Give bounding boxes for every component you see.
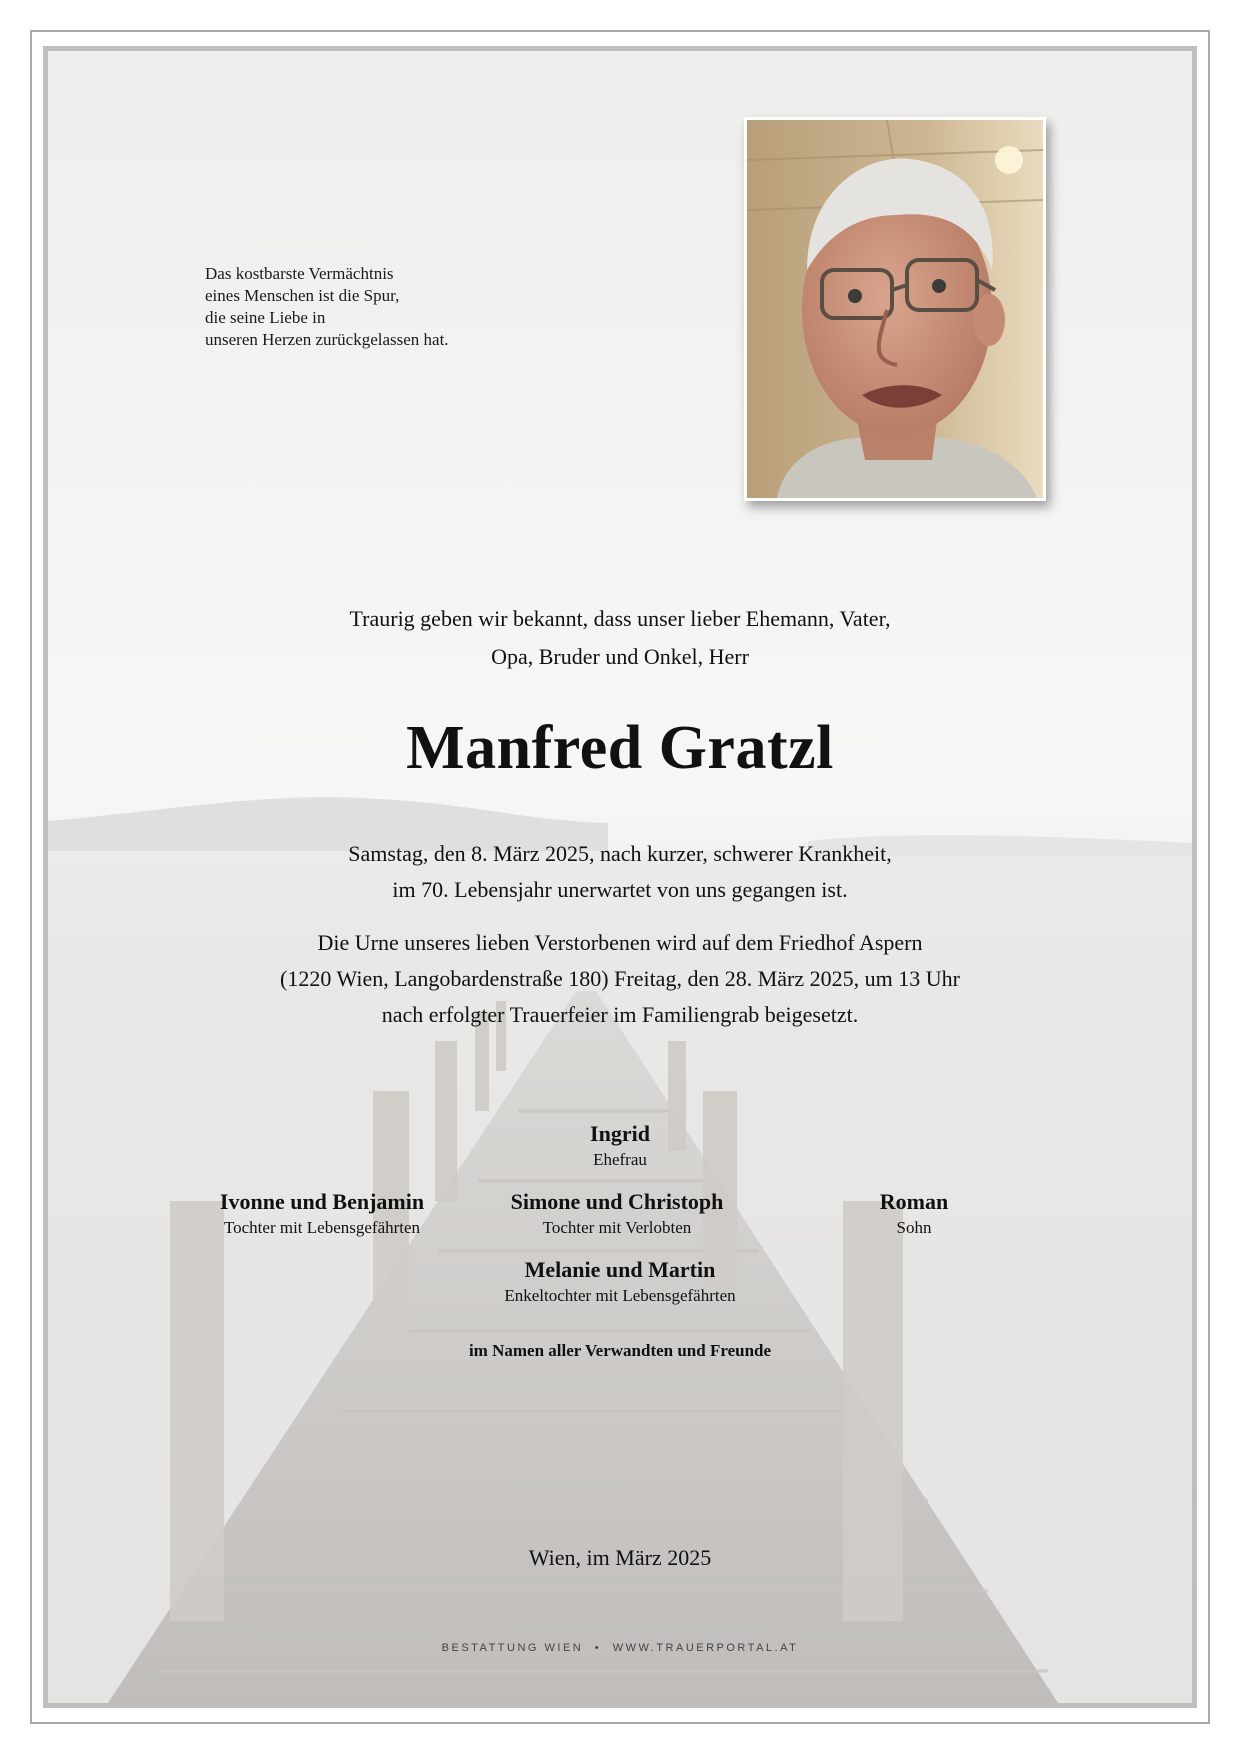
mourner-relation: Sohn (896, 1218, 932, 1237)
deceased-portrait-photo (744, 117, 1046, 501)
funeral-line: nach erfolgter Trauerfeier im Familiengrab beigesetzt. (381, 1002, 859, 1027)
mourner-simone-christoph (447, 1188, 787, 1240)
footer-separator: • (594, 1642, 602, 1654)
quote-line: unseren Herzen zurückgelassen hat. (205, 330, 449, 349)
mourner-ingrid (450, 1120, 790, 1172)
mourner-roman (744, 1188, 1084, 1240)
funeral-line: Die Urne unseres lieben Verstorbenen wird auf dem Friedhof Aspern (317, 930, 923, 955)
footer-branding (43, 1642, 1197, 1654)
death-line: im 70. Lebensjahr unerwartet von uns gegangen ist. (392, 877, 848, 902)
deceased-name: Manfred Gratzl (406, 714, 834, 782)
mourner-relation: Ehefrau (593, 1150, 647, 1169)
memorial-quote (205, 263, 565, 351)
death-line: Samstag, den 8. März 2025, nach kurzer, schwerer Krankheit, (348, 841, 892, 866)
funeral-details (43, 925, 1197, 1033)
mourner-name: Ivonne und Benjamin (219, 1189, 425, 1214)
funeral-line: (1220 Wien, Langobardenstraße 180) Freitag, den 28. März 2025, um 13 Uhr (280, 966, 960, 991)
mourner-name: Simone und Christoph (510, 1189, 724, 1214)
mourner-relation: Tochter mit Lebensgefährten (223, 1218, 421, 1237)
portrait-illustration (747, 120, 1043, 498)
quote-line: eines Menschen ist die Spur, (205, 286, 400, 305)
in-name-of-relatives: im Namen aller Verwandten und Freunde (468, 1341, 772, 1360)
place-and-date: Wien, im März 2025 (528, 1545, 712, 1570)
quote-line: die seine Liebe in (205, 308, 326, 327)
mourner-relation: Tochter mit Verlobten (542, 1218, 692, 1237)
footer-website: WWW.TRAUERPORTAL.AT (612, 1642, 799, 1654)
intro-text (43, 600, 1197, 676)
intro-line: Traurig geben wir bekannt, dass unser lieber Ehemann, Vater, (349, 606, 891, 631)
mourner-melanie-martin (450, 1256, 790, 1308)
mourner-name: Roman (879, 1189, 949, 1214)
mourner-relation: Enkeltochter mit Lebensgefährten (504, 1286, 736, 1305)
mourner-name: Ingrid (590, 1121, 650, 1146)
mourner-ivonne-benjamin (152, 1188, 492, 1240)
intro-line: Opa, Bruder und Onkel, Herr (491, 644, 749, 669)
footer-company: BESTATTUNG WIEN (441, 1642, 584, 1654)
death-notice (43, 836, 1197, 908)
quote-line: Das kostbarste Vermächtnis (205, 264, 394, 283)
mourner-name: Melanie und Martin (524, 1257, 716, 1282)
